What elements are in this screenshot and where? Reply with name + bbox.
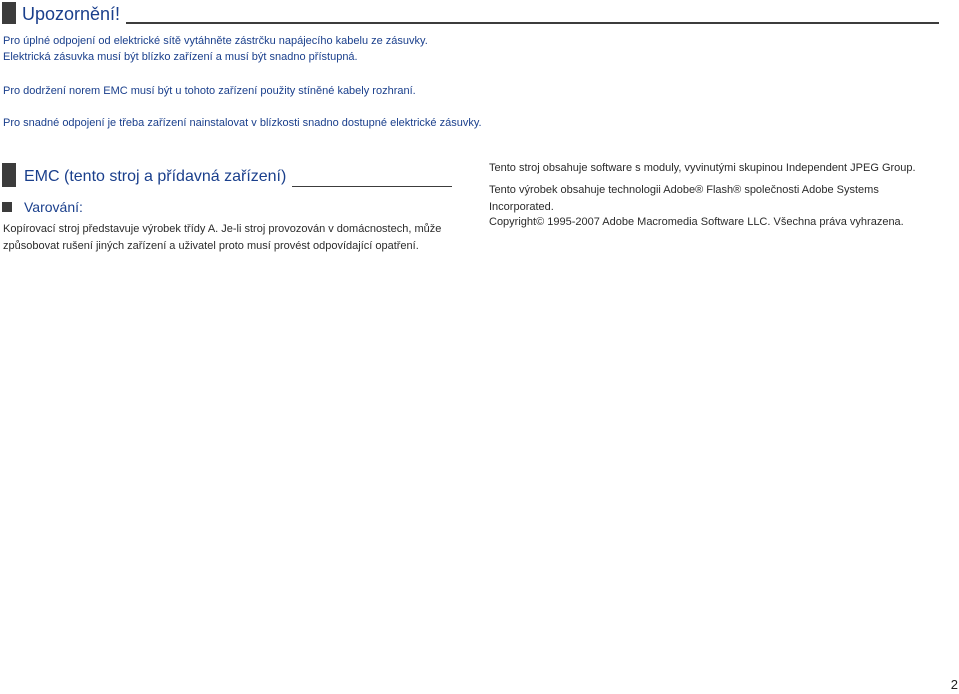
emc-body-text: Kopírovací stroj představuje výrobek třídy A. Je-li stroj provozován v domácnostech, může způsobovat rušení jiných zařízení a uživatel proto musí provést odpovídající opatření.: [3, 223, 442, 252]
warning-title: Upozornění!: [22, 4, 121, 24]
caution-heading: [2, 199, 83, 215]
page-number: 2: [950, 677, 958, 692]
emc-title: EMC (tento stroj a přídavná zařízení): [24, 168, 287, 185]
warning-line-4: Pro snadné odpojení je třeba zařízení nainstalovat v blízkosti snadno dostupné elektrické zásuvky.: [3, 117, 482, 129]
header-marker-block: [2, 163, 16, 187]
warning-line-1: Pro úplné odpojení od elektrické sítě vytáhněte zástrčku napájecího kabelu ze zásuvky.: [3, 35, 428, 47]
jpeg-notice: Tento stroj obsahuje software s moduly, vyvinutými skupinou Independent JPEG Group.: [489, 162, 916, 174]
copyright-notice: Copyright© 1995-2007 Adobe Macromedia Software LLC. Všechna práva vyhrazena.: [489, 216, 904, 228]
warning-line-3: Pro dodržení norem EMC musí být u tohoto zařízení použity stíněné kabely rozhraní.: [3, 85, 416, 97]
header-marker-block: [2, 2, 16, 24]
square-bullet-icon: [2, 202, 12, 212]
emc-section-header: [2, 163, 452, 187]
caution-title: Varování:: [24, 199, 83, 215]
header-rule: [126, 22, 939, 24]
flash-notice: Tento výrobek obsahuje technologii Adobe® Flash® společnosti Adobe Systems Incorporated.: [489, 184, 879, 213]
warning-line-2: Elektrická zásuvka musí být blízko zařízení a musí být snadno přístupná.: [3, 51, 358, 63]
warning-section-header: [2, 2, 939, 24]
header-rule: [292, 186, 452, 187]
